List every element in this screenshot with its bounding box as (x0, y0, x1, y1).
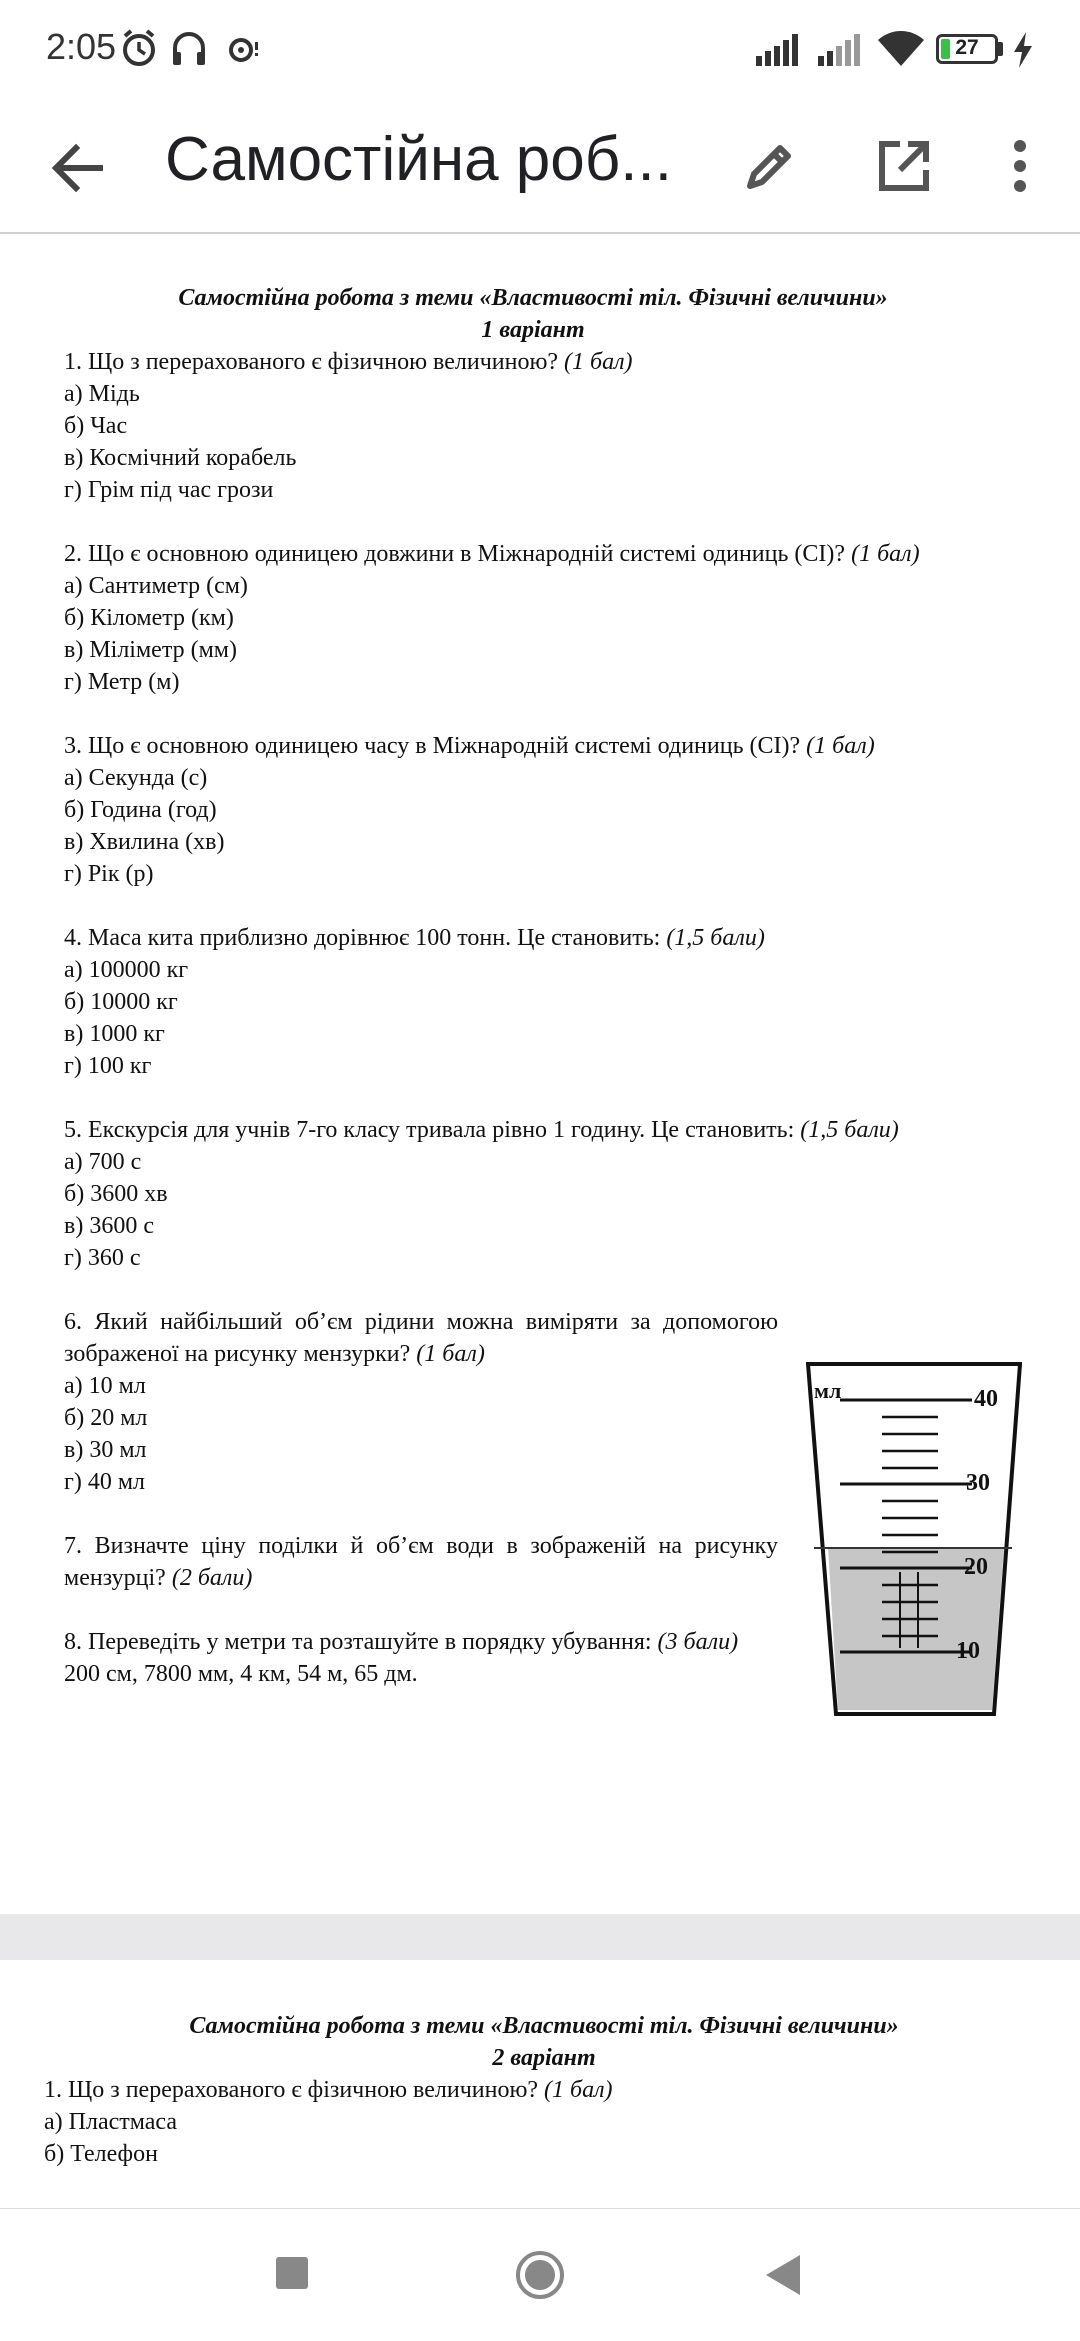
answer-option: в) 30 мл (64, 1437, 147, 1463)
answer-option: а) 100000 кг (64, 957, 189, 983)
question-7: 7. Визначте ціну поділки й об’єм води в зображеній на рисунку мензурці? (2 бали) (64, 1533, 778, 1591)
cylinder-unit: мл (814, 1378, 842, 1403)
doc-heading: Самостійна робота з теми «Властивості тіл. Фізичні величини» (178, 285, 888, 311)
open-external-icon[interactable] (868, 130, 940, 202)
navigation-bar (0, 2208, 1080, 2341)
answer-option: г) 360 с (64, 1245, 141, 1271)
answer-option: б) 20 мл (64, 1405, 148, 1431)
question-1: 1. Що з перерахованого є фізичною величиною? (1 бал) (64, 349, 633, 375)
answer-option: г) 100 кг (64, 1053, 152, 1079)
more-vert-icon[interactable] (984, 130, 1056, 202)
signal-icon-2 (818, 32, 868, 66)
question-1: 1. Що з перерахованого є фізичною величиною? (1 бал) (44, 2077, 613, 2103)
answer-option: б) Кілометр (км) (64, 605, 234, 631)
measuring-cylinder-figure (806, 1362, 1022, 1720)
doc-variant: 1 варіант (481, 317, 585, 343)
answer-option: а) Пластмаса (44, 2109, 178, 2135)
home-icon[interactable] (514, 2249, 566, 2306)
answer-option: г) Грім під час грози (64, 477, 274, 503)
answer-option: а) Сантиметр (см) (64, 573, 248, 599)
alarm-icon (120, 28, 158, 68)
back-icon[interactable] (762, 2253, 802, 2302)
status-time: 2:05 (46, 26, 117, 67)
battery-level: 27 (955, 36, 979, 59)
cylinder-tick-label: 20 (964, 1554, 988, 1580)
answer-option: в) 3600 с (64, 1213, 154, 1239)
document-page-1 (0, 234, 1080, 1914)
signal-icon (756, 32, 806, 66)
answer-option: в) 1000 кг (64, 1021, 165, 1047)
wifi-icon (876, 30, 926, 68)
battery-icon (936, 34, 998, 64)
answer-option: а) Мідь (64, 381, 140, 407)
recent-apps-icon[interactable] (274, 2255, 310, 2296)
media-icon (226, 28, 262, 68)
cylinder-tick-label: 40 (974, 1386, 998, 1412)
status-bar (0, 0, 1080, 100)
answer-option: а) 10 мл (64, 1373, 146, 1399)
doc-heading: Самостійна робота з теми «Властивості тіл. Фізичні величини» (189, 2013, 899, 2039)
app-bar (0, 100, 1080, 234)
answer-option: а) 700 с (64, 1149, 142, 1175)
battery-tip (998, 42, 1003, 56)
answer-option: в) Міліметр (мм) (64, 637, 237, 663)
answer-option: г) Метр (м) (64, 669, 180, 695)
answer-option: г) 40 мл (64, 1469, 145, 1495)
answer-option: б) 10000 кг (64, 989, 178, 1015)
conversion-values: 200 см, 7800 мм, 4 км, 54 м, 65 дм. (64, 1661, 418, 1687)
cylinder-tick-label: 10 (956, 1638, 980, 1664)
answer-option: г) Рік (р) (64, 861, 154, 887)
answer-option: б) Година (год) (64, 797, 217, 823)
answer-option: в) Космічний корабель (64, 445, 297, 471)
page-title: Самостійна роб... (165, 125, 672, 194)
document-page-2 (0, 1960, 1080, 2208)
answer-option: а) Секунда (с) (64, 765, 208, 791)
question-5: 5. Екскурсія для учнів 7-го класу тривала рівно 1 годину. Це становить: (1,5 бали) (64, 1117, 899, 1143)
answer-option: б) Час (64, 413, 128, 439)
question-8: 8. Переведіть у метри та розташуйте в порядку убування: (3 бали) (64, 1629, 739, 1655)
headphones-icon (170, 28, 208, 68)
charging-icon (1012, 30, 1034, 70)
cylinder-tick-label: 30 (966, 1470, 990, 1496)
answer-option: б) Телефон (44, 2141, 158, 2167)
question-4: 4. Маса кита приблизно дорівнює 100 тонн. Це становить: (1,5 бали) (64, 925, 765, 951)
answer-option: б) 3600 хв (64, 1181, 168, 1207)
back-arrow-icon[interactable] (46, 136, 110, 200)
answer-option: в) Хвилина (хв) (64, 829, 225, 855)
question-6: 6. Який найбільший об’єм рідини можна виміряти за допомогою зображеної на рисунку мензурки? (1 бал) (64, 1309, 778, 1367)
edit-pencil-icon[interactable] (734, 130, 806, 202)
question-3: 3. Що є основною одиницею часу в Міжнародній системі одиниць (СІ)? (1 бал) (64, 733, 875, 759)
doc-variant: 2 варіант (492, 2045, 596, 2071)
question-2: 2. Що є основною одиницею довжини в Міжнародній системі одиниць (СІ)? (1 бал) (64, 541, 920, 567)
